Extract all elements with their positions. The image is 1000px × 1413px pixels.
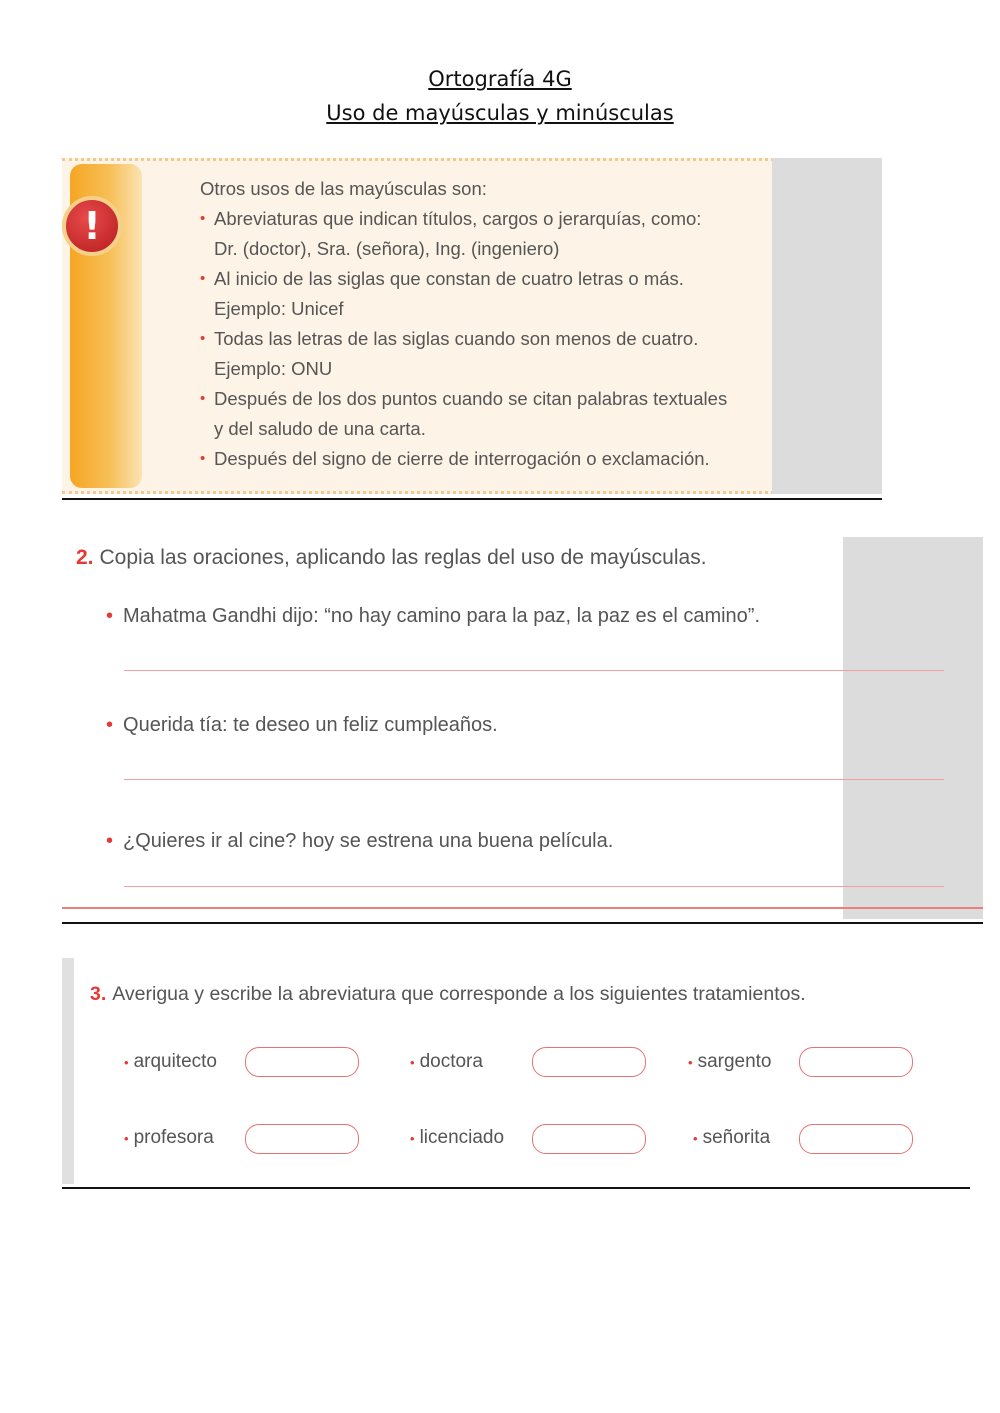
abbr-label	[693, 1127, 770, 1149]
bullet-icon: •	[106, 605, 114, 627]
answer-line[interactable]	[124, 779, 944, 780]
info-item-line: Ejemplo: Unicef	[214, 298, 344, 319]
abbr-label	[410, 1051, 483, 1073]
abbr-input-sargento[interactable]	[799, 1047, 913, 1077]
exercise2-number: 2.	[76, 546, 94, 569]
abbr-word: profesora	[133, 1127, 214, 1148]
info-item-line: Ejemplo: ONU	[214, 358, 333, 379]
sentence-text: Mahatma Gandhi dijo: “no hay camino para la paz, la paz es el camino”.	[123, 605, 761, 627]
page-header	[0, 62, 1000, 130]
abbr-label	[410, 1127, 504, 1149]
sentence-text: ¿Quieres ir al cine? hoy se estrena una buena película.	[123, 830, 614, 852]
info-item-line: Todas las letras de las siglas cuando son menos de cuatro.	[214, 328, 699, 349]
abbr-word: arquitecto	[133, 1051, 218, 1072]
sentence-item	[106, 830, 613, 853]
info-box-text	[200, 174, 880, 474]
sentence-item	[106, 605, 760, 628]
exercise3-title	[90, 983, 806, 1006]
abbr-word: licenciado	[419, 1127, 505, 1148]
red-divider	[62, 907, 983, 909]
exercise2-instruction: Copia las oraciones, aplicando las reglas del uso de mayúsculas.	[99, 546, 707, 569]
bullet-icon: •	[688, 1054, 693, 1070]
info-item-line: Después del signo de cierre de interrogación o exclamación.	[214, 448, 710, 469]
abbr-input-doctora[interactable]	[532, 1047, 646, 1077]
info-item	[200, 204, 880, 234]
divider	[62, 922, 983, 924]
exercise3-instruction: Averigua y escribe la abreviatura que corresponde a los siguientes tratamientos.	[112, 983, 806, 1005]
page-subtitle: Uso de mayúsculas y minúsculas	[326, 101, 674, 125]
info-box	[62, 158, 882, 494]
sentence-text: Querida tía: te deseo un feliz cumpleaños.	[123, 714, 498, 736]
abbr-word: sargento	[697, 1051, 772, 1072]
bullet-icon: •	[106, 830, 114, 852]
bullet-icon: •	[124, 1130, 129, 1146]
info-item-line: Dr. (doctor), Sra. (señora), Ing. (ingeniero)	[214, 238, 560, 259]
abbr-input-licenciado[interactable]	[532, 1124, 646, 1154]
info-item	[200, 444, 880, 474]
abbr-label	[688, 1051, 772, 1073]
info-item-line: Después de los dos puntos cuando se citan palabras textuales	[214, 388, 728, 409]
bullet-icon: •	[410, 1054, 415, 1070]
info-intro: Otros usos de las mayúsculas son:	[200, 178, 487, 199]
exercise3-number: 3.	[90, 983, 107, 1005]
bullet-icon: •	[106, 714, 114, 736]
page-title: Ortografía 4G	[428, 67, 572, 91]
divider	[62, 1187, 970, 1189]
info-item-line: Abreviaturas que indican títulos, cargos o jerarquías, como:	[214, 208, 702, 229]
abbr-input-arquitecto[interactable]	[245, 1047, 359, 1077]
answer-line[interactable]	[124, 886, 944, 887]
bullet-icon: •	[693, 1130, 698, 1146]
sentence-item	[106, 714, 498, 737]
abbr-label	[124, 1127, 214, 1149]
bullet-icon: •	[124, 1054, 129, 1070]
exercise2-gray-panel	[843, 537, 983, 919]
exclamation-icon: !	[62, 196, 122, 256]
bullet-icon: •	[410, 1130, 415, 1146]
info-item	[200, 384, 880, 414]
abbr-input-profesora[interactable]	[245, 1124, 359, 1154]
exercise3-side-bar	[62, 958, 74, 1184]
info-item	[200, 264, 880, 294]
answer-line[interactable]	[124, 670, 944, 671]
abbr-word: doctora	[419, 1051, 483, 1072]
info-item-line: Al inicio de las siglas que constan de cuatro letras o más.	[214, 268, 684, 289]
abbr-label	[124, 1051, 217, 1073]
divider	[62, 498, 882, 500]
info-item	[200, 324, 880, 354]
info-item-line: y del saludo de una carta.	[214, 418, 426, 439]
abbr-word: señorita	[702, 1127, 771, 1148]
exercise2-title	[76, 546, 707, 570]
abbr-input-senorita[interactable]	[799, 1124, 913, 1154]
